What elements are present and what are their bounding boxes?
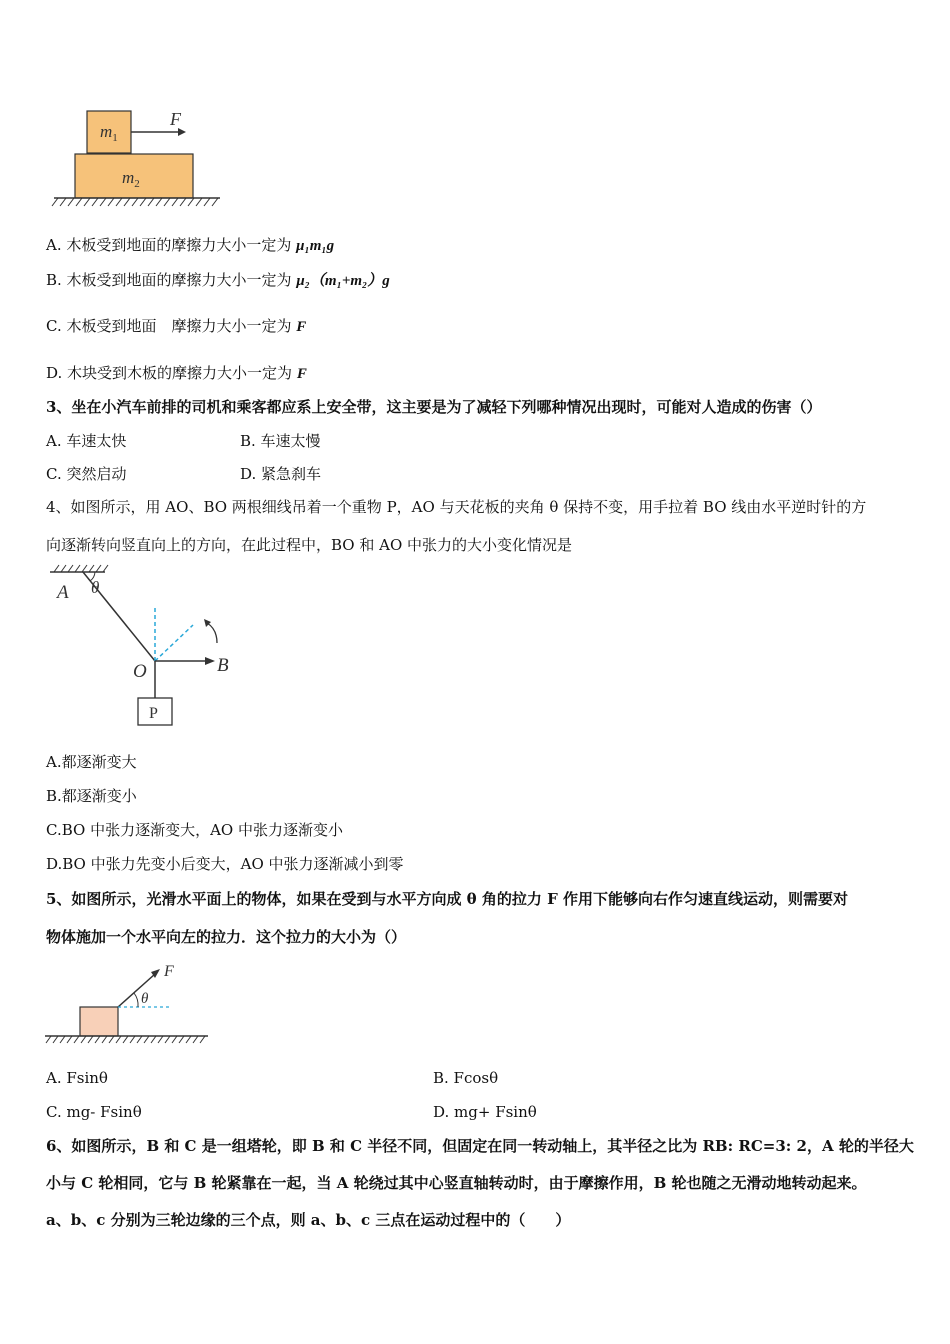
label-f: F — [164, 963, 174, 980]
label-force: F — [170, 109, 181, 129]
q5-option-a: A. Fsinθ — [46, 1069, 108, 1087]
label-p: P — [149, 705, 158, 722]
label-theta5: θ — [141, 991, 149, 1007]
q5-stem-line2: 物体施加一个水平向左的拉力．这个拉力的大小为（） — [46, 928, 407, 946]
label-theta: θ — [91, 578, 100, 597]
q3-stem: 3、坐在小汽车前排的司机和乘客都应系上安全带，这主要是为了减轻下列哪种情况出现时，可能对人造成的伤害（） — [46, 398, 822, 416]
label-a: A — [57, 582, 69, 603]
q6-line2: 小与 C 轮相同，它与 B 轮紧靠在一起，当 A 轮绕过其中心竖直轴转动时，由于摩擦作用，B 轮也随之无滑动地转动起来。 — [46, 1174, 867, 1192]
q3-option-d: D. 紧急刹车 — [240, 465, 322, 483]
label-o: O — [133, 661, 147, 682]
q6-line1: 6、如图所示，B 和 C 是一组塔轮，即 B 和 C 半径不同，但固定在同一转动轴上，其半径之比为 RB: RC=3: 2，A 轮的半径大 — [46, 1137, 914, 1155]
label-m2: $m_2$ — [122, 168, 140, 190]
q2-option-b: B. 木板受到地面的摩擦力大小一定为 μ₂（m₁+m₂）g — [46, 271, 390, 289]
q5-option-c: C. mg- Fsinθ — [46, 1103, 142, 1121]
incline-force-figure — [45, 960, 225, 1050]
q5-stem-line1: 5、如图所示，光滑水平面上的物体，如果在受到与水平方向成 θ 角的拉力 F 作用下能够向右作匀速直线运动，则需要对 — [46, 890, 848, 908]
q4-stem-line1: 4、如图所示，用 AO、BO 两根细线吊着一个重物 P，AO 与天花板的夹角 θ 保持不变，用手拉着 BO 线由水平逆时针的方 — [46, 498, 867, 516]
q4-option-a: A.都逐渐变大 — [46, 753, 137, 771]
label-b: B — [217, 655, 229, 676]
q6-line3: a、b、c 分别为三轮边缘的三个点，则 a、b、c 三点在运动过程中的（ ） — [46, 1211, 571, 1229]
q4-option-c: C.BO 中张力逐渐变大，AO 中张力逐渐变小 — [46, 821, 343, 839]
q4-stem-line2: 向逐渐转向竖直向上的方向，在此过程中，BO 和 AO 中张力的大小变化情况是 — [46, 536, 573, 554]
pull-force-arrow — [118, 974, 155, 1007]
q2-option-d: D. 木块受到木板的摩擦力大小一定为 F — [46, 364, 307, 382]
q2-option-a: A. 木板受到地面的摩擦力大小一定为 μ₁m₁g — [46, 236, 335, 254]
blocks-figure — [50, 105, 250, 215]
q3-option-c: C. 突然启动 — [46, 465, 127, 483]
q4-option-d: D.BO 中张力先变小后变大，AO 中张力逐渐减小到零 — [46, 855, 404, 873]
q5-option-d: D. mg+ Fsinθ — [433, 1103, 537, 1121]
label-m1: $m_1$ — [100, 122, 118, 144]
q5-option-b: B. Fcosθ — [433, 1069, 499, 1087]
q3-option-a: A. 车速太快 — [46, 432, 127, 450]
q3-option-b: B. 车速太慢 — [240, 432, 321, 450]
object-block — [80, 1007, 118, 1036]
rope-figure — [45, 565, 265, 735]
q2-option-c: C. 木板受到地面 摩擦力大小一定为 F — [46, 317, 307, 335]
dashed-diagonal — [155, 625, 193, 661]
q4-option-b: B.都逐渐变小 — [46, 787, 137, 805]
